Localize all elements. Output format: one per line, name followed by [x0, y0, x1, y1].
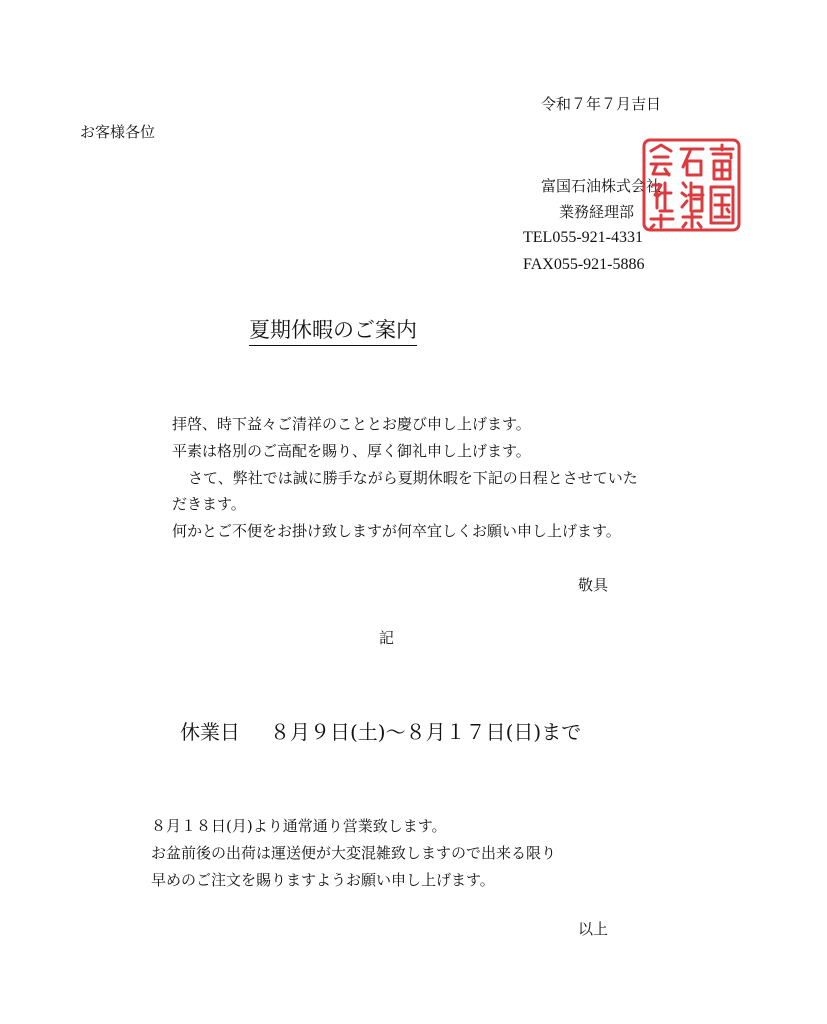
holiday-period [180, 716, 581, 745]
holiday-dates: ８月９日(土)～８月１７日(日)まで [270, 720, 582, 744]
issue-date: 令和７年７月吉日 [541, 95, 662, 113]
body-line: 平素は格別のご高配を賜り、厚く御礼申し上げます。 [172, 442, 531, 460]
end-mark: 以上 [578, 920, 609, 938]
body-line: さて、弊社では誠に勝手ながら夏期休暇を下記の日程とさせていた [188, 469, 638, 487]
company-name: 富国石油株式会社 [541, 177, 662, 195]
department-name: 業務経理部 [559, 203, 635, 221]
holiday-label: 休業日 [180, 720, 240, 744]
body-line: 何かとご不便をお掛け致しますが何卒宜しくお願い申し上げます。 [172, 522, 621, 540]
document-title: 夏期休暇のご案内 [249, 316, 417, 346]
tel-number: TEL055-921-4331 [523, 229, 643, 246]
body-line: 拝啓、時下益々ご清祥のこととお慶び申し上げます。 [172, 415, 531, 433]
footer-line: 早めのご注文を賜りますようお願い申し上げます。 [151, 871, 495, 889]
ki-heading: 記 [379, 629, 395, 647]
company-seal-stamp [641, 137, 742, 233]
body-line: だきます。 [172, 495, 246, 513]
recipient: お客様各位 [80, 123, 156, 141]
fax-number: FAX055-921-5886 [523, 256, 645, 273]
seal-icon [641, 137, 742, 233]
footer-line: お盆前後の出荷は運送便が大変混雑致しますので出来る限り [151, 844, 557, 862]
closing-keigu: 敬具 [578, 576, 609, 594]
footer-line: ８月１８日(月)より通常通り営業致します。 [151, 817, 447, 835]
